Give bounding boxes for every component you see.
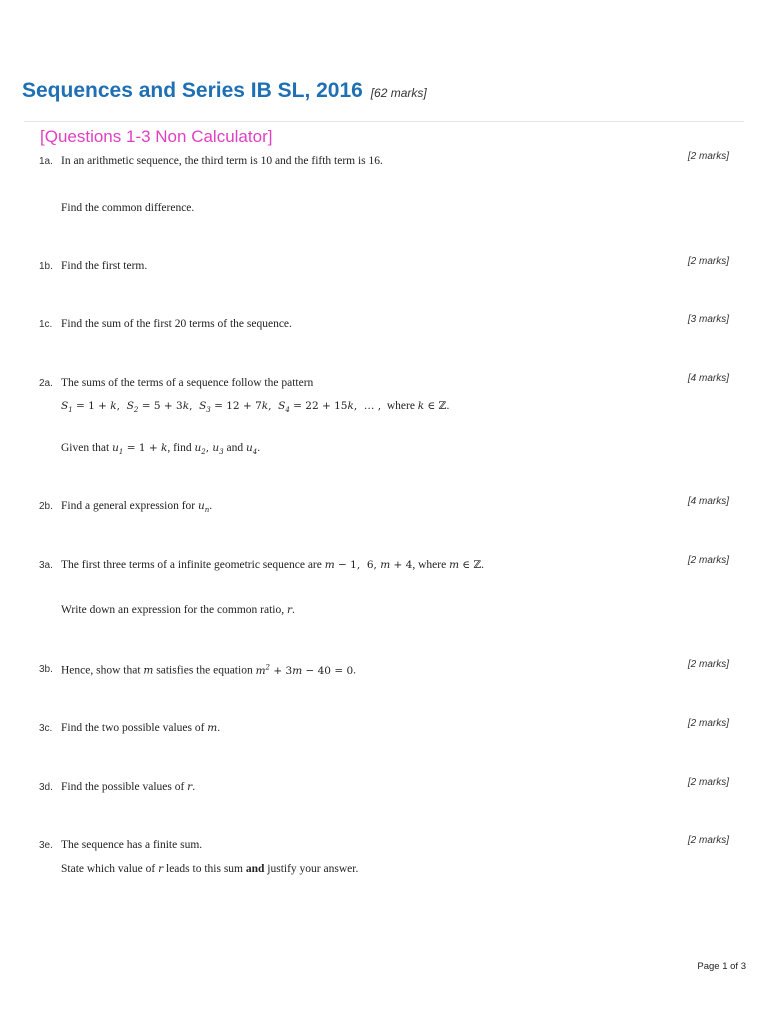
question-number: 1b. [39, 261, 53, 272]
question-marks: [2 marks] [687, 777, 729, 788]
question-marks: [3 marks] [687, 314, 729, 325]
divider [24, 121, 744, 122]
where-word: where [386, 400, 415, 412]
question-text: The first three terms of a infinite geometric sequence are m − 1, 6, m + 4, where m ∈ ℤ. [61, 559, 485, 571]
question-text: The sequence has a finite sum. [61, 839, 203, 851]
question-text: Find the first term. [61, 260, 148, 272]
question-subtext-part: Write down an expression for the common ratio, [61, 604, 285, 616]
question-number: 1c. [39, 319, 53, 330]
question-subtext-part: justify your answer. [267, 863, 359, 875]
question-text: Find the sum of the first 20 terms of the sequence. [61, 318, 292, 330]
given-prefix: Given that [61, 442, 110, 454]
title-text: Sequences and Series IB SL, 2016 [22, 79, 363, 102]
question-text-part: Find a general expression for [61, 500, 196, 512]
question-marks: [2 marks] [687, 151, 729, 162]
question-number: 3b. [39, 664, 53, 675]
question-text: In an arithmetic sequence, the third term is 10 and the fifth term is 16. [61, 155, 383, 167]
given-and: and [226, 442, 244, 454]
question-marks: [2 marks] [687, 835, 729, 846]
question-text: Find the two possible values of m. [61, 722, 221, 734]
question-text: Find the possible values of r. [61, 781, 196, 793]
question-number: 3c. [39, 723, 53, 734]
question-text-part: The first three terms of a infinite geometric sequence are [61, 559, 322, 571]
question-subtext: Given that $u_1 = 1 + k$, find $u_2$, $u_3$ and $u_4$. [61, 442, 261, 457]
question-marks: [2 marks] [687, 659, 729, 670]
question-marks: [4 marks] [687, 496, 729, 507]
where-word: , where [412, 559, 447, 571]
question-subtext-part: State which value of [61, 863, 156, 875]
question-subtext-part: leads to this sum [166, 863, 243, 875]
section-label: [Questions 1-3 Non Calculator] [40, 127, 273, 146]
question-text-part: Find the possible values of [61, 781, 185, 793]
question-text-part: Find the two possible values of [61, 722, 205, 734]
question-text: Find a general expression for $u_n$. [61, 500, 213, 515]
question-subtext-bold: and [245, 863, 265, 875]
document-title [22, 79, 427, 103]
question-number: 3d. [39, 782, 53, 793]
question-number: 3e. [39, 840, 53, 851]
question-subtext: State which value of r leads to this sum and justify your answer. [61, 863, 359, 875]
question-number: 2b. [39, 501, 53, 512]
question-subtext: Find the common difference. [61, 202, 195, 214]
question-number: 3a. [39, 560, 53, 571]
question-number: 2a. [39, 378, 53, 389]
question-marks: [4 marks] [687, 373, 729, 384]
question-marks: [2 marks] [687, 555, 729, 566]
question-marks: [2 marks] [687, 718, 729, 729]
question-text-part: Hence, show that [61, 664, 141, 677]
sequence-pattern-formula: $S_1 = 1 + k$, $S_2 = 5 + 3k$, $S_3 = 12 + 7k$, $S_4 = 22 + 15k$, … , where k ∈ ℤ. [61, 400, 450, 415]
total-marks: [62 marks] [370, 86, 427, 100]
question-text: The sums of the terms of a sequence follow the pattern [61, 377, 314, 389]
question-subtext: Write down an expression for the common ratio, r. [61, 604, 295, 616]
question-marks: [2 marks] [687, 256, 729, 267]
given-find: , find [167, 442, 192, 454]
question-text: Hence, show that m satisfies the equation $m^2 + 3m - 40 = 0$. [61, 663, 357, 677]
question-text-part: satisfies the equation [156, 664, 253, 677]
page-number: Page 1 of 3 [697, 961, 746, 972]
question-number: 1a. [39, 156, 53, 167]
